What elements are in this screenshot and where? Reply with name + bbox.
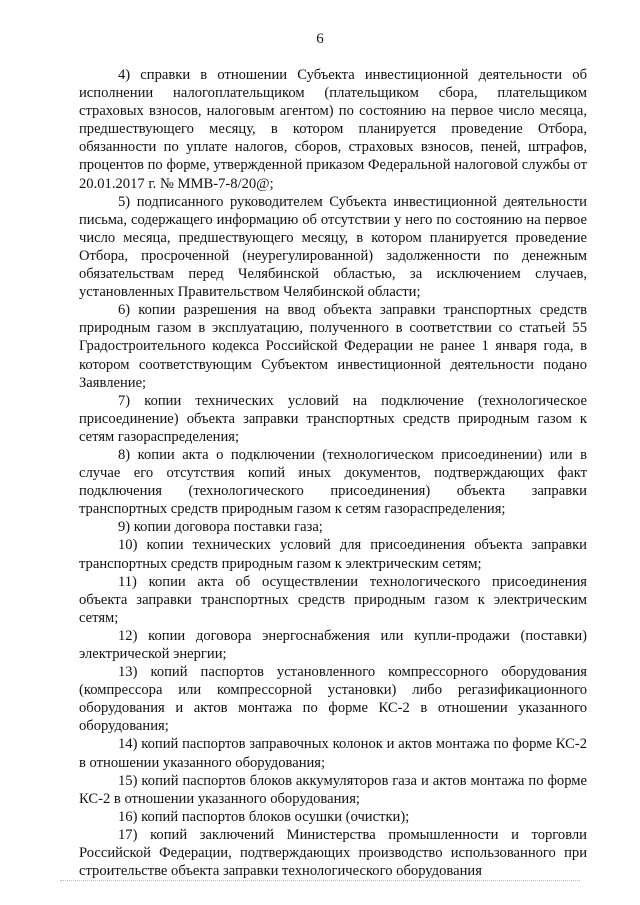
list-item: 10) копии технических условий для присоединения объекта заправки транспортных средств природным газом к электрическим сетям; [79,537,587,572]
list-item: 7) копии технических условий на подключение (технологическое присоединение) объекта заправки транспортных средств природным газом к сетям газораспределения; [79,392,587,445]
document-body [79,66,587,880]
scan-edge-divider [60,880,580,881]
list-item: 16) копий паспортов блоков осушки (очистки); [118,808,410,825]
list-item: 11) копии акта об осуществлении технологического присоединения объекта заправки транспортных средств природным газом к электрическим сетям; [79,573,587,626]
list-item: 15) копий паспортов блоков аккумуляторов газа и актов монтажа по форме КС-2 в отношении указанного оборудования; [79,772,587,807]
list-item: 9) копии договора поставки газа; [118,519,323,536]
list-item: 4) справки в отношении Субъекта инвестиционной деятельности об исполнении налогоплательщиком (плательщиком сбора, плательщиком страховых взносов, налоговым агентом) по состоянию на первое число месяца, предшествующего месяцу, в котором планируется проведение Отбора, обязанности по уплате налогов, сборов, страховых взносов, пеней, штрафов, процентов по форме, утвержденной приказом Федеральной налоговой службы от 20.01.2017 г. № ММВ-7-8/20@; [79,67,587,192]
page-number: 6 [316,31,324,47]
list-item: 12) копии договора энергоснабжения или купли-продажи (поставки) электрической энергии; [79,627,587,662]
list-item: 6) копии разрешения на ввод объекта заправки транспортных средств природным газом в эксплуатацию, полученного в соответствии со статьей 55 Градостроительного кодекса Российской Федерации не ранее 1 января года, в котором соответствующим Субъектом инвестиционной деятельности подано Заявление; [79,302,587,391]
list-item: 17) копий заключений Министерства промышленности и торговли Российской Федерации, подтверждающих производство использованного при строительстве объекта заправки технологического оборудования [79,826,587,880]
list-item: 13) копий паспортов установленного компрессорного оборудования (компрессора или компрессорной установки) либо регазификационного оборудования и актов монтажа по форме КС-2 в отношении указанного оборудования; [79,664,587,735]
list-item: 8) копии акта о подключении (технологическом присоединении) или в случае его отсутствия копий иных документов, подтверждающих факт подключения (технологического присоединения) объекта заправки транспортных средств природным газом к сетям газораспределения; [79,446,587,518]
list-item: 5) подписанного руководителем Субъекта инвестиционной деятельности письма, содержащего информацию об отсутствии у него по состоянию на первое число месяца, предшествующего месяцу, в котором планируется проведение Отбора, просроченной (неурегулированной) задолженности по денежным обязательствам перед Челябинской областью, за исключением случаев, установленных Правительством Челябинской области; [79,193,587,301]
list-item: 14) копий паспортов заправочных колонок и актов монтажа по форме КС-2 в отношении указанного оборудования; [79,736,587,771]
